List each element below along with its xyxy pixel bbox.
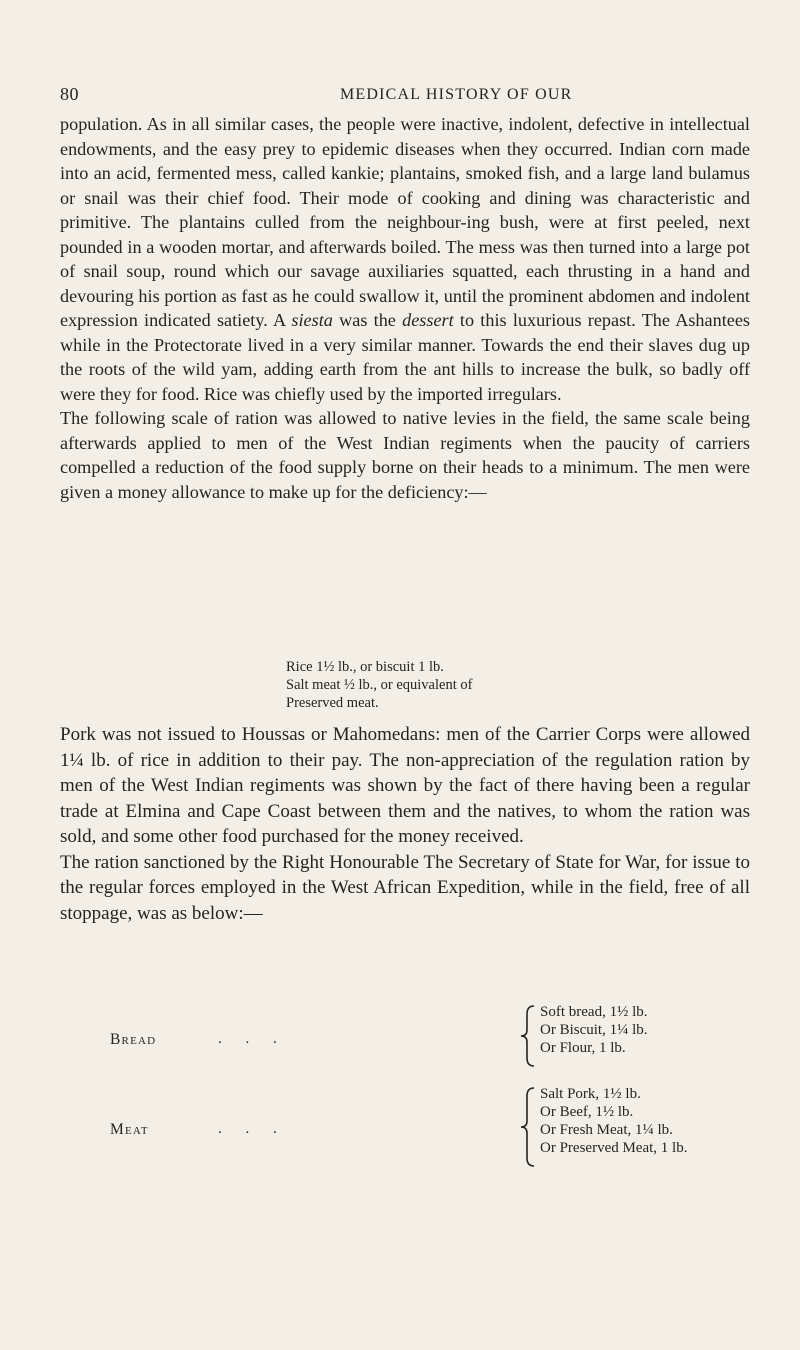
paragraph-pork: Pork was not issued to Houssas or Mahomedans: men of the Carrier Corps were allowed 1¼ lb. of rice in addition to their pay. The non-appreciation of the regulation ration by men of the West Indian regiments was shown by the fact of there having been a regular trade at Elmina and Cape Coast between them and the natives, to whom the ration was sold, and some other food purchased for the money received. xyxy=(60,724,750,847)
bread-item-biscuit: Or Biscuit, 1¼ lb. xyxy=(540,1022,648,1038)
page-number: 80 xyxy=(60,84,79,104)
dessert-word: dessert xyxy=(402,310,454,330)
bread-item-flour: Or Flour, 1 lb. xyxy=(540,1040,626,1056)
paragraph-ration-scale: The following scale of ration was allowed to native levies in the field, the same scale being afterwards applied to men of the West Indian regiments when the paucity of carriers compelled a reduction of the food supply borne on their heads to a minimum. The men were given a money allowance to make up for the deficiency:— xyxy=(60,408,750,502)
paragraph-population-text-3: to this luxurious repast. The Ashantees while in the Protectorate lived in a very similar manner. Towards the end their slaves dug up the roots of the wild yam, adding earth from the ant hills to increase the bulk, so badly off were they for food. Rice was chiefly used by the imported irregulars. xyxy=(60,310,750,404)
meat-item-preserved: Or Preserved Meat, 1 lb. xyxy=(540,1140,688,1156)
paragraph-population xyxy=(60,112,750,406)
paragraph-sanctioned-ration: The ration sanctioned by the Right Honourable The Secretary of State for War, for issue to the regular forces employed in the West African Expedition, while in the field, free of all stoppage, was as below:— xyxy=(60,851,750,924)
ration-line-rice: Rice 1½ lb., or biscuit 1 lb. xyxy=(286,659,444,675)
bread-dots: . . . xyxy=(218,1031,287,1047)
ration-line-preserved: Preserved meat. xyxy=(286,695,379,711)
siesta-word: siesta xyxy=(291,310,333,330)
meat-item-salt-pork: Salt Pork, 1½ lb. xyxy=(540,1086,641,1102)
body-text-bottom xyxy=(60,722,750,926)
meat-item-fresh: Or Fresh Meat, 1¼ lb. xyxy=(540,1122,673,1138)
bread-item-soft: Soft bread, 1½ lb. xyxy=(540,1004,648,1020)
running-head: MEDICAL HISTORY OF OUR xyxy=(340,86,573,103)
native-ration-list xyxy=(286,658,472,712)
ration-line-salt-meat: Salt meat ½ lb., or equivalent of xyxy=(286,677,473,693)
bread-brace xyxy=(520,1004,536,1068)
meat-items xyxy=(540,1085,687,1157)
bread-label: Bread xyxy=(110,1031,157,1048)
paragraph-population-text-2: was the xyxy=(332,310,403,330)
bread-items xyxy=(540,1003,648,1057)
meat-item-beef: Or Beef, 1½ lb. xyxy=(540,1104,634,1120)
paragraph-population-text-1: population. As in all similar cases, the people were inactive, indolent, defective in intellectual endowments, and the easy prey to epidemic diseases when they occurred. Indian corn made into an acid, fermented mess, called kankie; plantains, smoked fish, and a large land bulamus or snail was their chief food. Their mode of cooking and dining was characteristic and primitive. The plantains culled from the neighbour-ing bush, were at first peeled, next pounded in a wooden mortar, and afterwards boiled. The mess was then turned into a large pot of snail soup, round which our savage auxiliaries squatted, each thrusting in a hand and devouring his portion as fast as he could swallow it, until the prominent abdomen and indolent expression indicated satiety. A xyxy=(60,114,750,330)
meat-label: Meat xyxy=(110,1121,149,1138)
meat-brace xyxy=(520,1086,536,1168)
body-text-top xyxy=(60,112,750,504)
meat-dots: . . . xyxy=(218,1121,287,1137)
